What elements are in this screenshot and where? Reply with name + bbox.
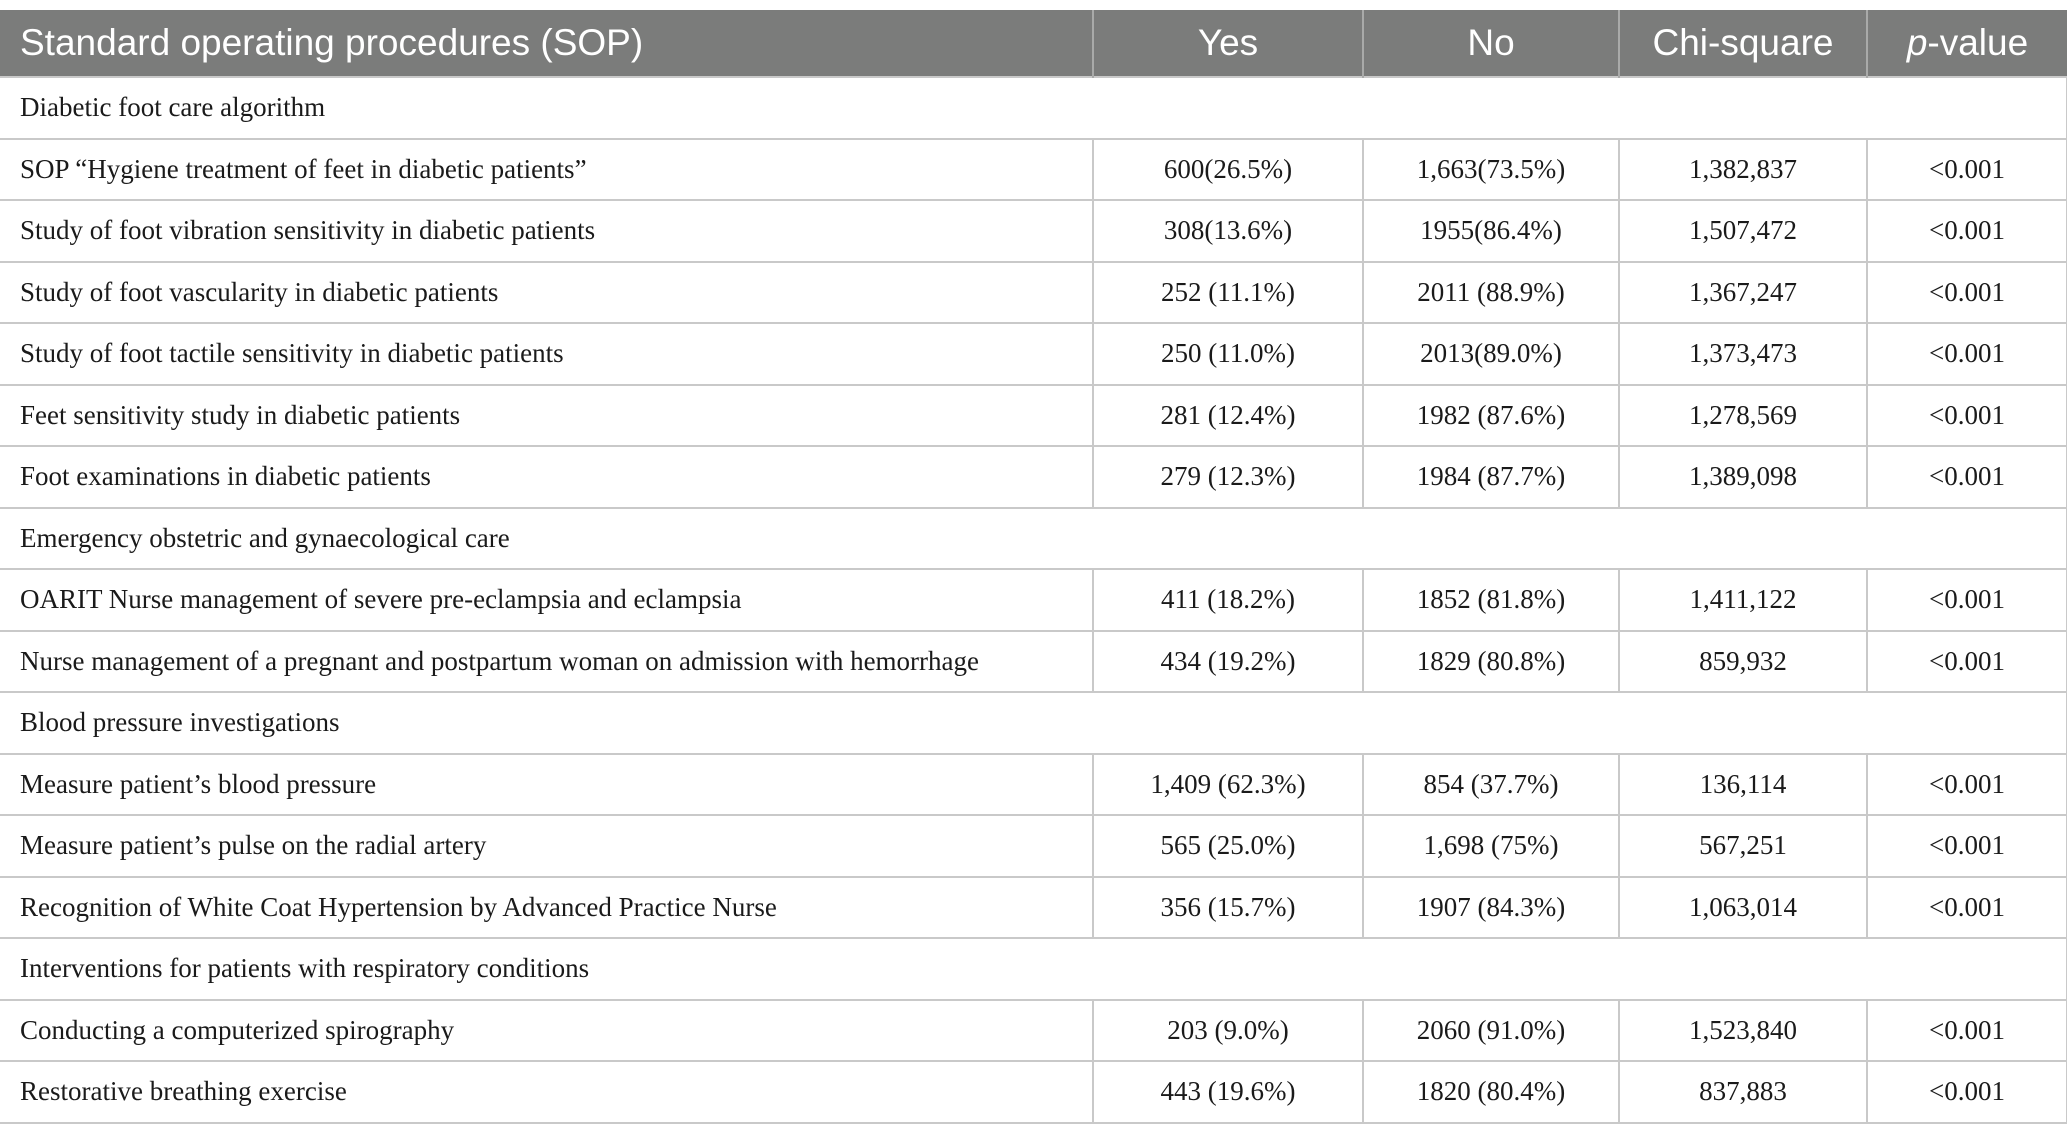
procedure-cell: Nurse management of a pregnant and postpartum woman on admission with hemorrhage — [0, 631, 1093, 693]
section-row — [0, 938, 2067, 1000]
sop-table — [0, 10, 2067, 1124]
table-row — [0, 200, 2067, 262]
no-cell: 1982 (87.6%) — [1363, 385, 1619, 447]
table-row — [0, 815, 2067, 877]
no-cell: 1907 (84.3%) — [1363, 877, 1619, 939]
table-header — [0, 10, 2067, 77]
p-value-cell: <0.001 — [1867, 139, 2067, 201]
p-value-cell: <0.001 — [1867, 631, 2067, 693]
header-procedure: Standard operating procedures (SOP) — [0, 10, 1093, 77]
procedure-cell: Feet sensitivity study in diabetic patients — [0, 385, 1093, 447]
procedure-cell: SOP “Hygiene treatment of feet in diabetic patients” — [0, 139, 1093, 201]
header-p-italic: p — [1906, 22, 1928, 63]
no-cell: 1984 (87.7%) — [1363, 446, 1619, 508]
chi-square-cell: 136,114 — [1619, 754, 1867, 816]
chi-square-cell: 1,507,472 — [1619, 200, 1867, 262]
procedure-cell: Study of foot vascularity in diabetic patients — [0, 262, 1093, 324]
p-value-cell: <0.001 — [1867, 323, 2067, 385]
no-cell: 1852 (81.8%) — [1363, 569, 1619, 631]
p-value-cell: <0.001 — [1867, 385, 2067, 447]
yes-cell: 279 (12.3%) — [1093, 446, 1363, 508]
yes-cell: 250 (11.0%) — [1093, 323, 1363, 385]
table-row — [0, 323, 2067, 385]
procedure-cell: Foot examinations in diabetic patients — [0, 446, 1093, 508]
chi-square-cell: 1,411,122 — [1619, 569, 1867, 631]
section-row — [0, 692, 2067, 754]
procedure-cell: OARIT Nurse management of severe pre-eclampsia and eclampsia — [0, 569, 1093, 631]
section-label: Interventions for patients with respiratory conditions — [0, 938, 2067, 1000]
yes-cell: 252 (11.1%) — [1093, 262, 1363, 324]
chi-square-cell: 567,251 — [1619, 815, 1867, 877]
table-row — [0, 569, 2067, 631]
p-value-cell: <0.001 — [1867, 1061, 2067, 1123]
chi-square-cell: 1,389,098 — [1619, 446, 1867, 508]
table-row — [0, 385, 2067, 447]
p-value-cell: <0.001 — [1867, 200, 2067, 262]
sop-table-container — [0, 10, 2067, 1124]
yes-cell: 434 (19.2%) — [1093, 631, 1363, 693]
no-cell: 1,698 (75%) — [1363, 815, 1619, 877]
chi-square-cell: 1,367,247 — [1619, 262, 1867, 324]
p-value-cell: <0.001 — [1867, 569, 2067, 631]
yes-cell: 565 (25.0%) — [1093, 815, 1363, 877]
procedure-cell: Measure patient’s pulse on the radial artery — [0, 815, 1093, 877]
no-cell: 1820 (80.4%) — [1363, 1061, 1619, 1123]
header-row — [0, 10, 2067, 77]
no-cell: 1955(86.4%) — [1363, 200, 1619, 262]
yes-cell: 308(13.6%) — [1093, 200, 1363, 262]
section-label: Diabetic foot care algorithm — [0, 77, 2067, 139]
table-row — [0, 754, 2067, 816]
chi-square-cell: 1,373,473 — [1619, 323, 1867, 385]
yes-cell: 443 (19.6%) — [1093, 1061, 1363, 1123]
chi-square-cell: 1,063,014 — [1619, 877, 1867, 939]
p-value-cell: <0.001 — [1867, 262, 2067, 324]
table-row — [0, 1061, 2067, 1123]
yes-cell: 203 (9.0%) — [1093, 1000, 1363, 1062]
no-cell: 2013(89.0%) — [1363, 323, 1619, 385]
header-no: No — [1363, 10, 1619, 77]
p-value-cell: <0.001 — [1867, 877, 2067, 939]
p-value-cell: <0.001 — [1867, 446, 2067, 508]
section-row — [0, 508, 2067, 570]
table-body — [0, 77, 2067, 1123]
procedure-cell: Conducting a computerized spirography — [0, 1000, 1093, 1062]
chi-square-cell: 1,382,837 — [1619, 139, 1867, 201]
procedure-cell: Restorative breathing exercise — [0, 1061, 1093, 1123]
p-value-cell: <0.001 — [1867, 1000, 2067, 1062]
chi-square-cell: 1,523,840 — [1619, 1000, 1867, 1062]
table-row — [0, 1000, 2067, 1062]
yes-cell: 411 (18.2%) — [1093, 569, 1363, 631]
section-label: Blood pressure investigations — [0, 692, 2067, 754]
procedure-cell: Recognition of White Coat Hypertension by Advanced Practice Nurse — [0, 877, 1093, 939]
header-p-value — [1867, 10, 2067, 77]
p-value-cell: <0.001 — [1867, 815, 2067, 877]
no-cell: 2060 (91.0%) — [1363, 1000, 1619, 1062]
chi-square-cell: 859,932 — [1619, 631, 1867, 693]
table-row — [0, 139, 2067, 201]
yes-cell: 281 (12.4%) — [1093, 385, 1363, 447]
procedure-cell: Study of foot tactile sensitivity in diabetic patients — [0, 323, 1093, 385]
table-row — [0, 262, 2067, 324]
chi-square-cell: 1,278,569 — [1619, 385, 1867, 447]
table-row — [0, 877, 2067, 939]
procedure-cell: Measure patient’s blood pressure — [0, 754, 1093, 816]
table-row — [0, 631, 2067, 693]
table-row — [0, 446, 2067, 508]
chi-square-cell: 837,883 — [1619, 1061, 1867, 1123]
yes-cell: 600(26.5%) — [1093, 139, 1363, 201]
yes-cell: 1,409 (62.3%) — [1093, 754, 1363, 816]
header-chi-square: Chi-square — [1619, 10, 1867, 77]
procedure-cell: Study of foot vibration sensitivity in diabetic patients — [0, 200, 1093, 262]
no-cell: 854 (37.7%) — [1363, 754, 1619, 816]
section-label: Emergency obstetric and gynaecological care — [0, 508, 2067, 570]
p-value-cell: <0.001 — [1867, 754, 2067, 816]
section-row — [0, 77, 2067, 139]
no-cell: 1,663(73.5%) — [1363, 139, 1619, 201]
yes-cell: 356 (15.7%) — [1093, 877, 1363, 939]
header-p-rest: -value — [1927, 22, 2029, 63]
no-cell: 2011 (88.9%) — [1363, 262, 1619, 324]
header-yes: Yes — [1093, 10, 1363, 77]
no-cell: 1829 (80.8%) — [1363, 631, 1619, 693]
